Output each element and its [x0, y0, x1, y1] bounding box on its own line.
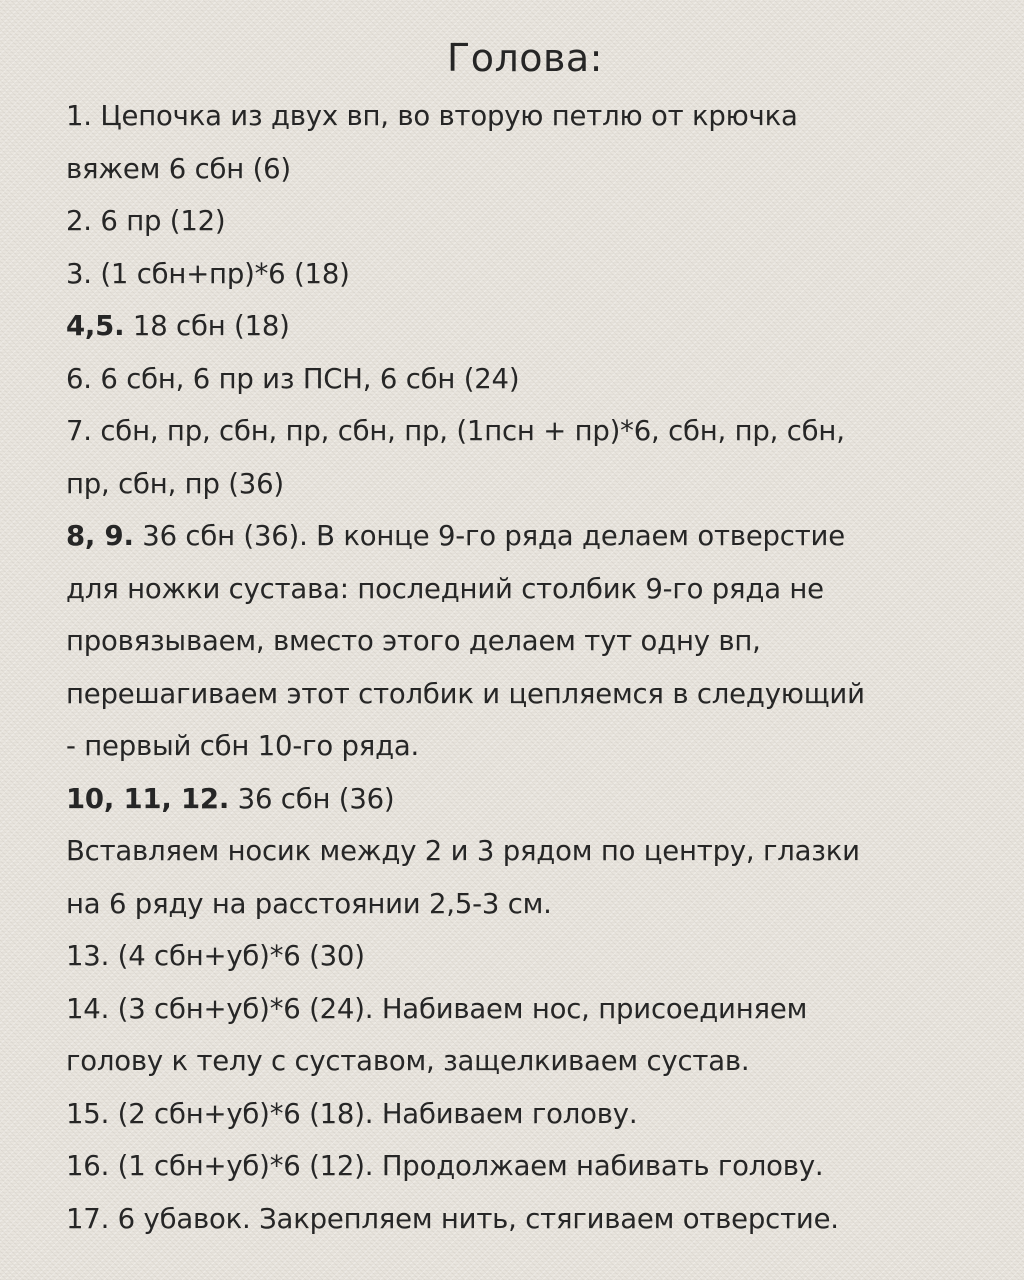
row-text: перешагиваем этот столбик и цепляемся в следующий	[66, 677, 865, 710]
row-number: 10, 11, 12.	[66, 782, 230, 815]
instruction-line	[66, 1140, 984, 1193]
row-text: на 6 ряду на расстоянии 2,5-3 см.	[66, 887, 552, 920]
row-text: Вставляем носик между 2 и 3 рядом по центру, глазки	[66, 835, 860, 867]
page-title: Голова:	[447, 36, 603, 80]
row-number: 14.	[66, 992, 110, 1025]
row-number: 16.	[66, 1150, 110, 1182]
row-text: (3 сбн+уб)*6 (24). Набиваем нос, присоединяем	[109, 992, 808, 1025]
instruction-line	[66, 563, 984, 616]
row-number: 4,5.	[66, 310, 125, 342]
instruction-line	[66, 300, 984, 353]
instruction-list	[66, 90, 984, 1245]
row-number: 17.	[66, 1202, 110, 1235]
row-number: 8, 9.	[66, 520, 134, 552]
instruction-line	[66, 668, 984, 721]
row-number: 6.	[66, 362, 92, 395]
row-text: 36 сбн (36). В конце 9-го ряда делаем отверстие	[133, 520, 845, 552]
row-text: вяжем 6 сбн (6)	[66, 152, 291, 185]
instruction-line	[66, 143, 984, 196]
row-text: голову к телу с суставом, защелкиваем сустав.	[66, 1045, 750, 1077]
row-text: 36 сбн (36)	[229, 782, 395, 815]
instruction-line	[66, 405, 984, 458]
row-text: сбн, пр, сбн, пр, сбн, пр, (1псн + пр)*6, сбн, пр, сбн,	[91, 415, 845, 447]
instruction-line	[66, 1035, 984, 1088]
row-text: 6 пр (12)	[91, 205, 226, 237]
row-text: пр, сбн, пр (36)	[66, 467, 284, 500]
instruction-line	[66, 825, 984, 878]
row-text: (2 сбн+уб)*6 (18). Набиваем голову.	[109, 1097, 638, 1130]
row-number: 7.	[66, 415, 92, 447]
row-number: 2.	[66, 205, 92, 237]
row-text: (1 сбн+пр)*6 (18)	[91, 257, 350, 290]
instruction-line	[66, 353, 984, 406]
instruction-line	[66, 510, 984, 563]
instruction-line	[66, 878, 984, 931]
row-number: 13.	[66, 940, 110, 972]
row-text: (4 сбн+уб)*6 (30)	[109, 940, 365, 972]
row-text: 6 убавок. Закрепляем нить, стягиваем отверстие.	[109, 1202, 839, 1235]
instruction-line	[66, 248, 984, 301]
instruction-line	[66, 90, 984, 143]
row-text: 6 сбн, 6 пр из ПСН, 6 сбн (24)	[91, 362, 520, 395]
instruction-line	[66, 1193, 984, 1246]
row-number: 3.	[66, 257, 92, 290]
instruction-line	[66, 983, 984, 1036]
instruction-line	[66, 720, 984, 773]
row-text: для ножки сустава: последний столбик 9-го ряда не	[66, 572, 824, 605]
row-text: - первый сбн 10-го ряда.	[66, 730, 420, 762]
row-text: 18 сбн (18)	[124, 310, 290, 342]
instruction-line	[66, 195, 984, 248]
row-text: (1 сбн+уб)*6 (12). Продолжаем набивать голову.	[109, 1150, 824, 1182]
instruction-line	[66, 773, 984, 826]
instruction-line	[66, 615, 984, 668]
instruction-line	[66, 458, 984, 511]
row-text: Цепочка из двух вп, во вторую петлю от крючка	[91, 100, 798, 132]
instruction-line	[66, 1088, 984, 1141]
row-number: 15.	[66, 1097, 110, 1130]
instruction-line	[66, 930, 984, 983]
row-number: 1.	[66, 100, 92, 132]
row-text: провязываем, вместо этого делаем тут одну вп,	[66, 625, 761, 657]
